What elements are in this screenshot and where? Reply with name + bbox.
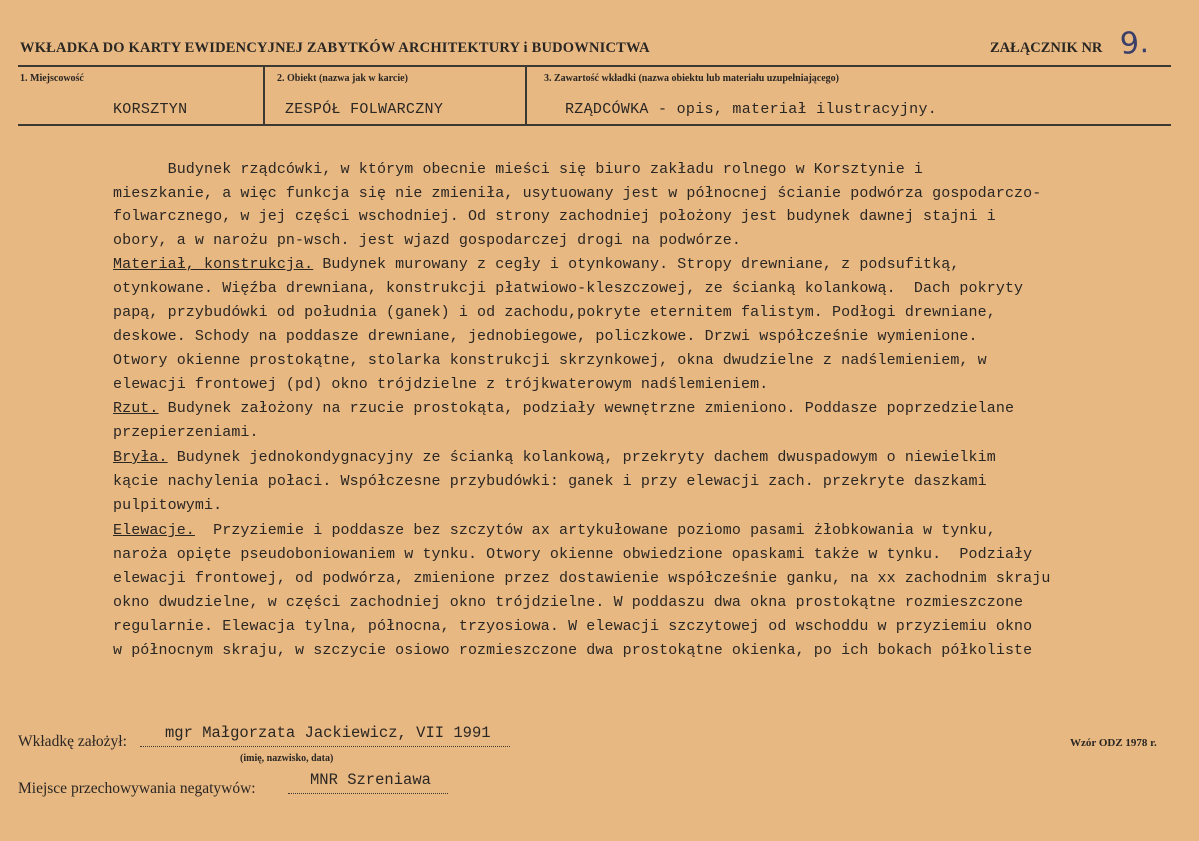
author-label: Wkładkę założył: xyxy=(18,733,127,750)
body-line: przepierzeniami. xyxy=(113,424,259,441)
author-underline xyxy=(140,746,510,747)
author-value: mgr Małgorzata Jackiewicz, VII 1991 xyxy=(165,724,491,742)
field-divider xyxy=(263,66,265,125)
body-line xyxy=(113,522,996,539)
contents-value: RZĄDCÓWKA - opis, materiał ilustracyjny. xyxy=(565,101,938,118)
section-heading-massing: Bryła. xyxy=(113,449,168,466)
form-title: WKŁADKA DO KARTY EWIDENCYJNEJ ZABYTKÓW ARCHITEKTURY i BUDOWNICTWA xyxy=(20,40,650,56)
body-text: Budynek jednokondygnacyjny ze ścianką kolankową, przekryty dachem dwuspadowym o niewielkim xyxy=(167,449,996,466)
author-caption: (imię, nazwisko, data) xyxy=(240,753,334,764)
body-line: obory, a w narożu pn-wsch. jest wjazd gospodarczej drogi na podwórze. xyxy=(113,232,742,249)
body-line: Otwory okienne prostokątne, stolarka konstrukcji skrzynkowej, okna dwudzielne z nadślemieniem, w xyxy=(113,352,987,369)
top-rule xyxy=(18,65,1171,67)
negatives-value: MNR Szreniawa xyxy=(310,771,431,789)
body-line: okno dwudzielne, w części zachodniej okno trójdzielne. W poddaszu dwa okna prostokątne rozmieszczone xyxy=(113,594,1024,611)
body-line: naroża opięte pseudoboniowaniem w tynku. Otwory okienne obwiedzione opaskami także w tynku. Podziały xyxy=(113,546,1033,563)
body-line: w północnym skraju, w szczycie osiowo rozmieszczone dwa prostokątne okienka, po ich bokach półkoliste xyxy=(113,642,1033,659)
negatives-label: Miejsce przechowywania negatywów: xyxy=(18,780,256,797)
body-line: deskowe. Schody na poddasze drewniane, jednobiegowe, policzkowe. Drzwi współcześnie wymienione. xyxy=(113,328,978,345)
body-line: papą, przybudówki od południa (ganek) i od zachodu,pokryte eternitem falistym. Podłogi drewniane, xyxy=(113,304,996,321)
body-line: regularnie. Elewacja tylna, północna, trzyosiowa. W elewacji szczytowej od wschoddu w przyziemiu okno xyxy=(113,618,1033,635)
form-template-code: Wzór ODZ 1978 r. xyxy=(1070,737,1157,749)
contents-label: 3. Zawartość wkładki (nazwa obiektu lub materiału uzupełniającego) xyxy=(544,73,840,84)
field-divider xyxy=(525,66,527,125)
attachment-label: ZAŁĄCZNIK NR xyxy=(990,40,1103,56)
body-line: otynkowane. Więźba drewniana, konstrukcji płatwiowo-kleszczowej, ze ścianką kolankową. Dach pokryty xyxy=(113,280,1024,297)
body-line: Budynek rządcówki, w którym obecnie mieści się biuro zakładu rolnego w Korsztynie i xyxy=(113,161,924,178)
body-line: elewacji frontowej, od podwórza, zmienione przez dostawienie współcześnie ganku, na xx zachodnim skraju xyxy=(113,570,1051,587)
header-bottom-rule xyxy=(18,124,1171,126)
body-line xyxy=(113,256,959,273)
body-text: Budynek założony na rzucie prostokąta, podziały wewnętrzne zmieniono. Poddasze poprzedzielane xyxy=(158,400,1015,417)
negatives-underline xyxy=(288,793,448,794)
body-line: folwarcznego, w jej części wschodniej. Od strony zachodniej położony jest budynek dawnej stajni i xyxy=(113,208,996,225)
body-line: elewacji frontowej (pd) okno trójdzielne z trójkwaterowym nadślemieniem. xyxy=(113,376,769,393)
body-text: Budynek murowany z cegły i otynkowany. Stropy drewniane, z podsufitką, xyxy=(313,256,960,273)
body-line xyxy=(113,400,1014,417)
body-text: Przyziemie i poddasze bez szczytów ax artykułowane poziomo pasami żłobkowania w tynku, xyxy=(194,522,996,539)
body-line: kącie nachylenia połaci. Współczesne przybudówki: ganek i przy elewacji zach. przekryte daszkami xyxy=(113,473,987,490)
locality-value: KORSZTYN xyxy=(113,101,188,118)
object-label: 2. Obiekt (nazwa jak w karcie) xyxy=(277,73,408,84)
body-line: mieszkanie, a więc funkcja się nie zmieniła, usytuowany jest w północnej ścianie podwórza gospodarczo- xyxy=(113,185,1042,202)
section-heading-elevations: Elewacje. xyxy=(113,522,195,539)
object-value: ZESPÓŁ FOLWARCZNY xyxy=(285,101,444,118)
body-line xyxy=(113,449,996,466)
section-heading-plan: Rzut. xyxy=(113,400,159,417)
locality-label: 1. Miejscowość xyxy=(20,73,84,84)
attachment-number: 9. xyxy=(1118,25,1150,62)
section-heading-material: Materiał, konstrukcja. xyxy=(113,256,314,273)
body-line: pulpitowymi. xyxy=(113,497,223,514)
